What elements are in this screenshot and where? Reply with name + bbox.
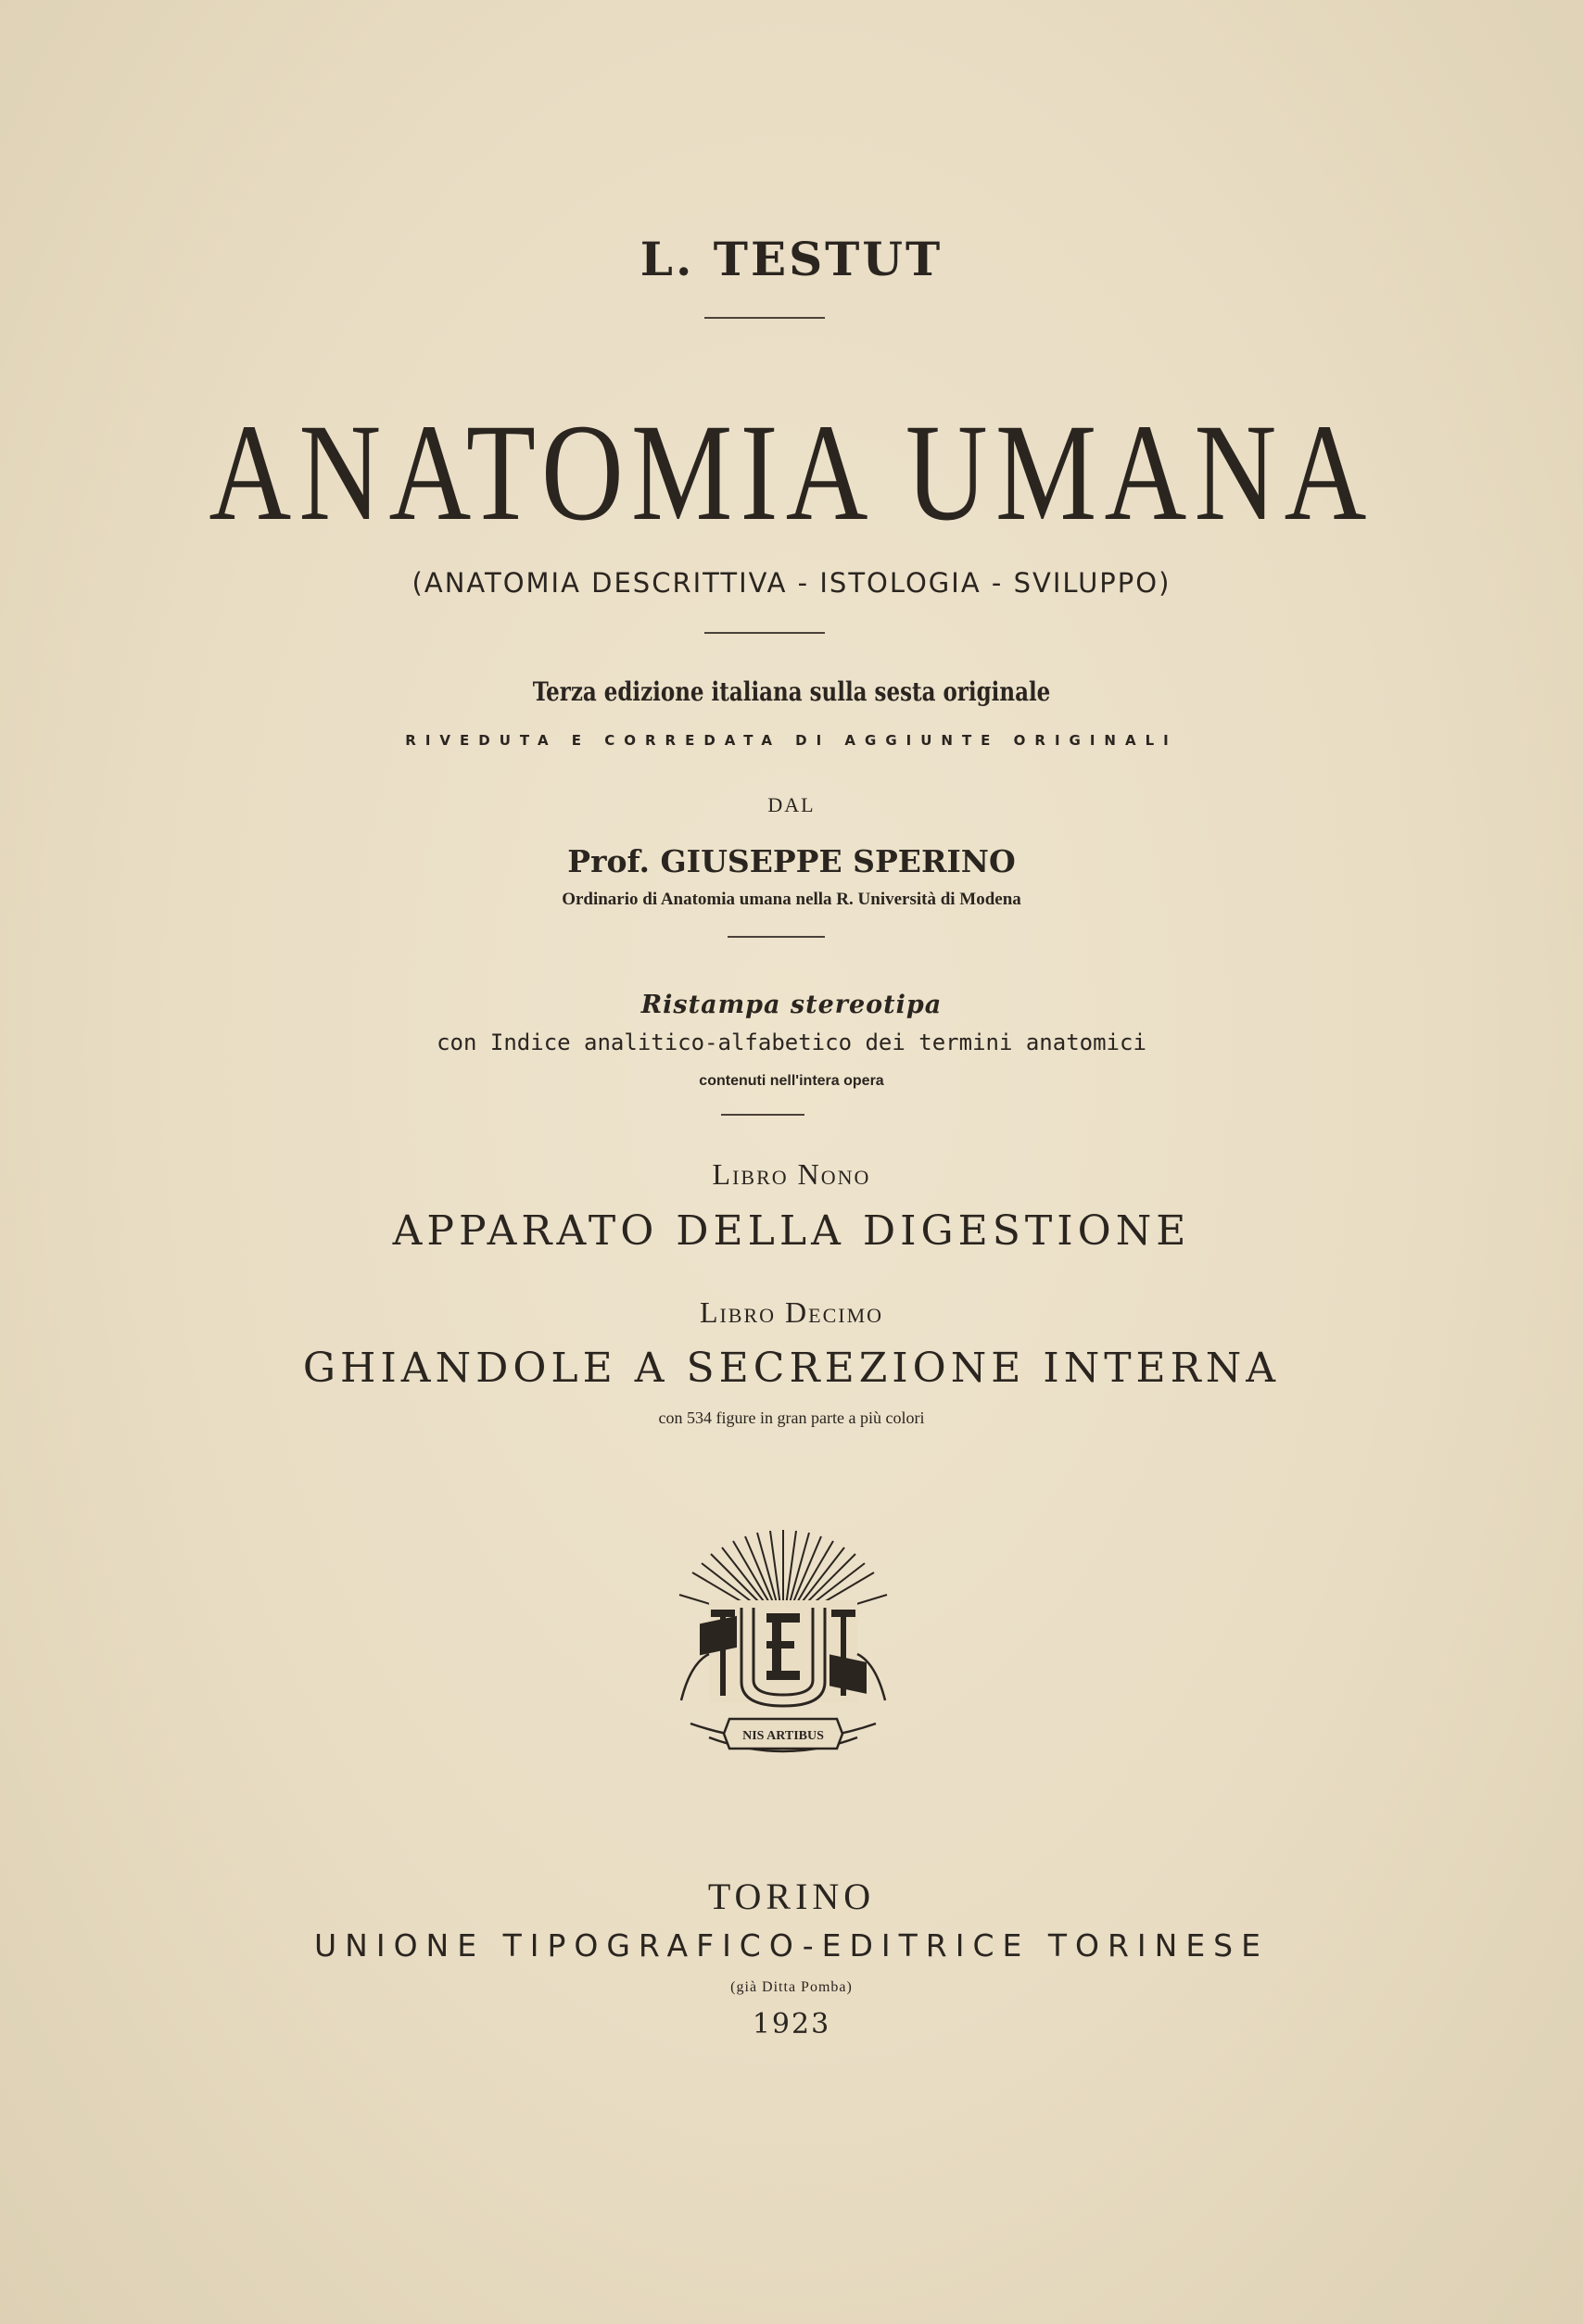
index-subnote: contenuti nell'intera opera: [699, 1073, 884, 1089]
divider-rule: [721, 1114, 804, 1116]
book-subtitle: (ANATOMIA DESCRITTIVA - ISTOLOGIA - SVILUPPO): [412, 567, 1171, 599]
author-name: L. TESTUT: [640, 232, 943, 286]
divider-rule: [704, 632, 825, 634]
publication-year: 1923: [752, 2008, 831, 2040]
publisher-former-name: (già Ditta Pomba): [730, 1979, 853, 1995]
book-ten-title: GHIANDOLE A SECREZIONE INTERNA: [302, 1345, 1281, 1392]
publisher-name: UNIONE TIPOGRAFICO-EDITRICE TORINESE: [314, 1927, 1269, 1964]
divider-rule: [728, 936, 825, 938]
editor-affiliation: Ordinario di Anatomia umana nella R. Università di Modena: [562, 890, 1021, 909]
figures-note: con 534 figure in gran parte a più colori: [658, 1408, 925, 1427]
book-nine-title: APPARATO DELLA DIGESTIONE: [392, 1207, 1191, 1255]
revised-statement: RIVEDUTA E CORREDATA DI AGGIUNTE ORIGINALI: [405, 732, 1178, 749]
editor-name: Prof. GIUSEPPE SPERINO: [567, 843, 1016, 879]
divider-rule: [704, 317, 825, 319]
index-note: con Indice analitico-alfabetico dei termini anatomici: [437, 1029, 1146, 1055]
book-ten-label: Libro Decimo: [699, 1295, 884, 1329]
book-nine-label: Libro Nono: [712, 1157, 871, 1191]
book-title: ANATOMIA UMANA: [209, 396, 1374, 549]
publisher-emblem-icon: [653, 1524, 913, 1784]
reprint-note: Ristampa stereotipa: [640, 991, 943, 1019]
publication-city: TORINO: [707, 1876, 876, 1917]
edition-statement: Terza edizione italiana sulla sesta originale: [532, 676, 1051, 707]
emblem-motto: NIS ARTIBUS: [742, 1729, 824, 1743]
by-label: DAL: [767, 793, 816, 816]
